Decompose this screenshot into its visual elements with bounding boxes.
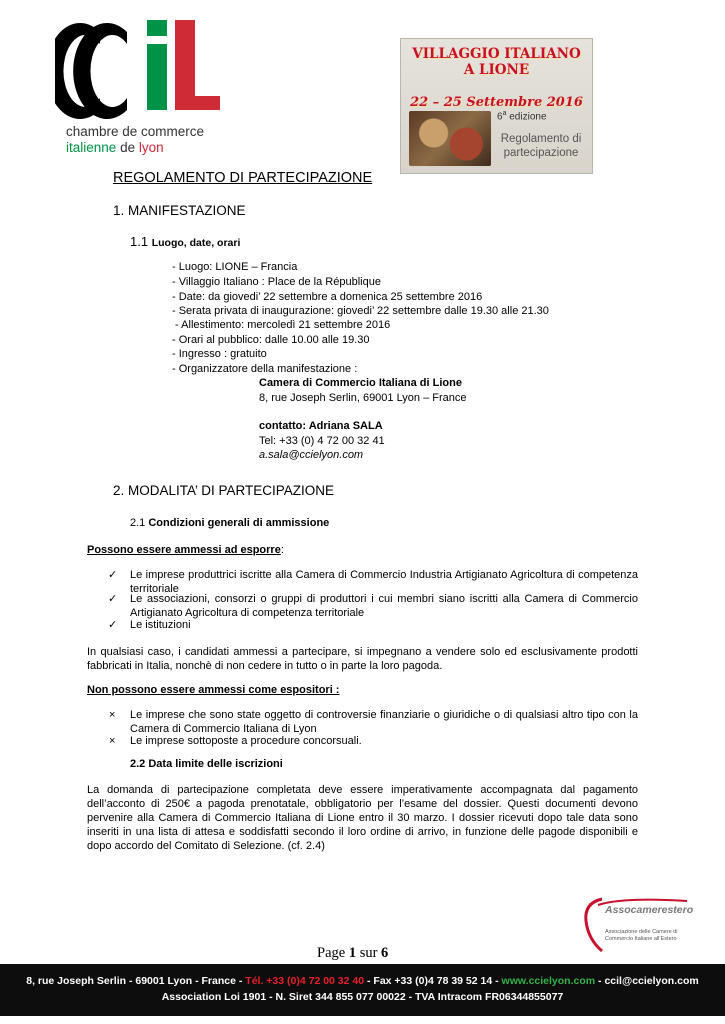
list-item: - Villaggio Italiano : Place de la République bbox=[172, 276, 381, 288]
list-item: Le imprese che sono state oggetto di controversie finanziarie o giuridiche o di qualsiasi altro tipo con la Camera di Commercio Italiana di Lyon bbox=[130, 709, 638, 735]
list-item: - Orari al pubblico: dalle 10.00 alle 19.30 bbox=[172, 334, 370, 346]
section-2-2-heading: 2.2 Data limite delle iscrizioni bbox=[130, 758, 283, 770]
cross-icon: × bbox=[109, 709, 116, 721]
check-icon: ✓ bbox=[108, 593, 118, 605]
logo-word-lyon: lyon bbox=[138, 140, 164, 155]
document-title: REGOLAMENTO DI PARTECIPAZIONE bbox=[113, 170, 373, 186]
section-1-heading: 1. MANIFESTAZIONE bbox=[113, 203, 246, 218]
contact-phone: Tel: +33 (0) 4 72 00 32 41 bbox=[259, 435, 385, 447]
footer-phone: Tél. +33 (0)4 72 00 32 40 bbox=[245, 975, 365, 987]
list-item: Le istituzioni bbox=[130, 619, 191, 631]
footer-website-link[interactable]: www.ccielyon.com bbox=[501, 975, 596, 987]
check-icon: ✓ bbox=[108, 569, 118, 581]
organizer-address: 8, rue Joseph Serlin, 69001 Lyon – France bbox=[259, 392, 467, 404]
paragraph-scadenza: La domanda di partecipazione completata deve essere imperativamente accompagnata dal pagamento dell’acconto di 250€ a pagoda prenotatale, obbligatorio per l’esame del dossier. Questi documenti devono pervenire alla Camera di Commercio Italiana di Lione entro il 30 marzo. I dossier ricevuti dopo tale data sono inseriti in una lista di attesa e soddisfatti secondo il loro ordine di arrivo, in funzione delle pagode disponibili e dopo accordo del Comitato di Selezione. (cf. 2.4) bbox=[87, 784, 638, 852]
possono-heading: Possono essere ammessi ad esporre: bbox=[87, 544, 284, 556]
banner-title-1: VILLAGGIO ITALIANO bbox=[412, 46, 581, 62]
footer-bar bbox=[0, 964, 725, 1016]
footer-legal-line: Association Loi 1901 - N. Siret 344 855 077 00022 - TVA Intracom FR06344855077 bbox=[161, 991, 564, 1003]
non-possono-heading: Non possono essere ammessi come espositori : bbox=[87, 684, 340, 696]
banner-title-2: A LIONE bbox=[463, 62, 530, 78]
list-item: - Serata privata di inaugurazione: giovedi’ 22 settembre dalle 19.30 alle 21.30 bbox=[172, 305, 549, 317]
banner-edition: 6$^a$ edizione bbox=[497, 110, 547, 123]
banner-food-photo bbox=[409, 111, 491, 166]
page-number: Page 1 sur 6 bbox=[317, 945, 389, 961]
contact-email[interactable]: a.sala@ccielyon.com bbox=[259, 449, 364, 461]
section-1-1-heading: 1.1 Luogo, date, orari bbox=[130, 234, 241, 249]
paragraph-vendita: In qualsiasi caso, i candidati ammessi a partecipare, si impegnano a vendere solo ed esclusivamente prodotti fabbricati in Italia, nonchè di non cedere in tutto o in parte la loro pagoda. bbox=[87, 646, 638, 672]
event-banner bbox=[400, 38, 593, 174]
section-2-1-heading: 2.1 Condizioni generali di ammissione bbox=[130, 517, 330, 529]
logo-word-de: de bbox=[120, 140, 136, 155]
list-item: Le associazioni, consorzi o gruppi di produttori i cui membri siano iscritti alla Camera di Commercio Artigianato Agricoltura di competenza territoriale bbox=[130, 593, 638, 619]
list-item: Le imprese produttrici iscritte alla Camera di Commercio Industria Artigianato Agricoltura di competenza territoriale bbox=[130, 569, 638, 595]
cross-icon: × bbox=[109, 735, 116, 747]
section-2-heading: 2. MODALITA’ DI PARTECIPAZIONE bbox=[113, 483, 335, 498]
list-item: - Allestimento: mercoledì 21 settembre 2016 bbox=[172, 319, 391, 331]
list-item: - Luogo: LIONE – Francia bbox=[172, 261, 298, 273]
banner-regolamento: Regolamento di partecipazione bbox=[500, 133, 582, 159]
contact-name: contatto: Adriana SALA bbox=[259, 420, 383, 432]
list-item: - Date: da giovedi’ 22 settembre a domenica 25 settembre 2016 bbox=[172, 291, 483, 303]
check-icon: ✓ bbox=[108, 619, 118, 631]
organizer-name: Camera di Commercio Italiana di Lione bbox=[259, 377, 462, 389]
logo-text-line1: chambre de commerce bbox=[66, 124, 205, 139]
list-item: - Organizzatore della manifestazione : bbox=[172, 363, 358, 375]
logo-word-italienne: italienne bbox=[66, 140, 117, 155]
footer-contact-line: 8, rue Joseph Serlin - 69001 Lyon - France - Tél. +33 (0)4 72 00 32 40 - Fax +33 (0)4 78 39 52 14 - www.ccielyon.com - ccil@ccielyon.com bbox=[26, 975, 699, 987]
assocamerestero-name: Assocamerestero bbox=[605, 904, 694, 916]
list-item: - Ingresso : gratuito bbox=[172, 348, 267, 360]
list-item: Le imprese sottoposte a procedure concorsuali. bbox=[130, 735, 362, 747]
banner-dates: 22 – 25 Settembre 2016 bbox=[410, 95, 583, 110]
assocamerestero-subtitle: Associazione delle Camere di Commercio Italiane all’Estero bbox=[605, 929, 678, 942]
logo-text-line2 bbox=[66, 140, 164, 155]
